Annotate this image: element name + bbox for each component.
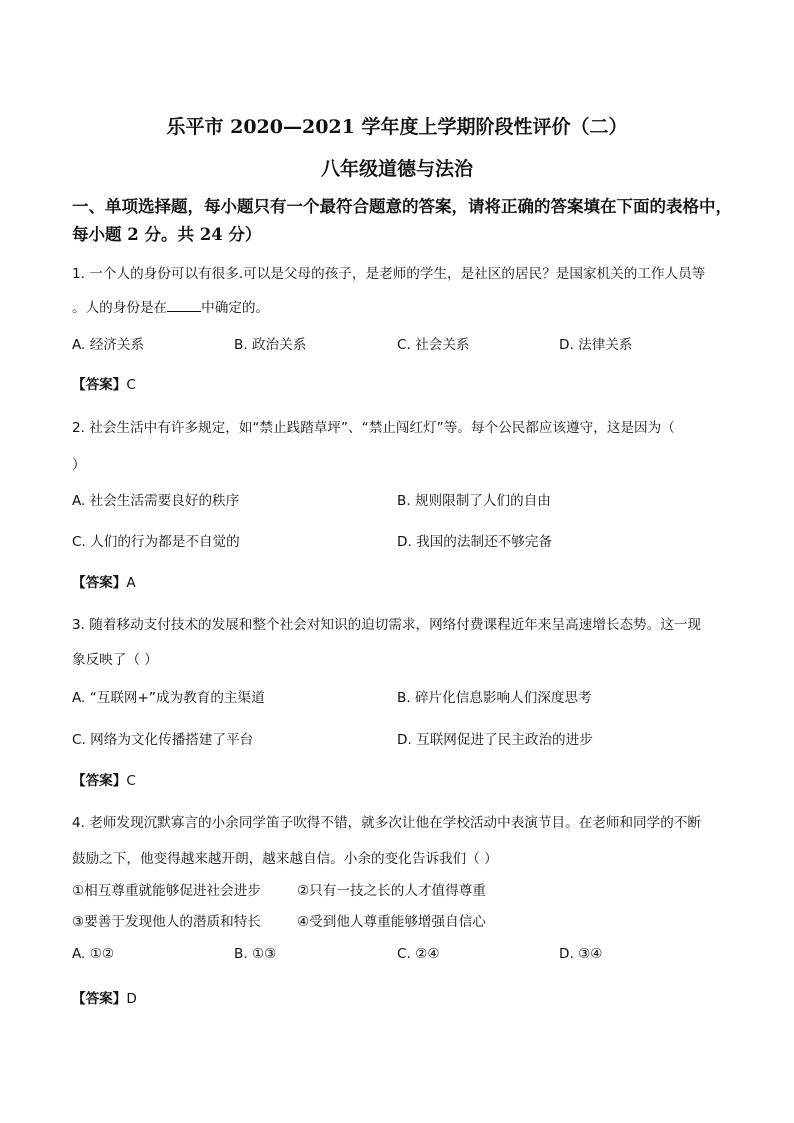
question-3-answer: [72, 769, 136, 789]
question-1-option-d: D. 法律关系: [559, 337, 633, 353]
question-1-answer: [72, 373, 136, 393]
question-2-text-line-2: ）: [72, 457, 86, 473]
question-2-option-d: D. 我国的法制还不够完备: [397, 534, 553, 550]
question-1-option-b: B. 政治关系: [234, 337, 307, 353]
answer-value: C: [126, 377, 136, 393]
question-1-option-a: A. 经济关系: [72, 337, 145, 353]
question-4-answer: [72, 987, 137, 1007]
section-heading-line-2: 每小题 2 分。共 24 分）: [72, 225, 262, 244]
answer-label: 【答案】: [72, 991, 127, 1007]
question-4-statement-2: ②只有一技之长的人才值得尊重: [297, 883, 486, 899]
question-3-option-a: A. “互联网+”成为教育的主渠道: [72, 690, 265, 706]
answer-label: 【答案】: [72, 575, 127, 591]
fill-in-blank: [167, 299, 201, 312]
question-1-option-c: C. 社会关系: [397, 337, 470, 353]
question-1-text-after-blank: 中确定的。: [201, 300, 270, 316]
exam-subtitle: 八年级道德与法治: [320, 158, 473, 180]
question-4-statement-3: ③要善于发现他人的潜质和特长: [72, 914, 261, 930]
question-4-text-line-2: 鼓励之下，他变得越来越开朗，越来越自信。小余的变化告诉我们（ ）: [72, 851, 498, 867]
question-4-statement-4: ④受到他人尊重能够增强自信心: [297, 914, 486, 930]
exam-title: 乐平市 2020—2021 学年度上学期阶段性评价（二）: [166, 116, 628, 138]
question-1-text-line-1: 1. 一个人的身份可以有很多.可以是父母的孩子，是老师的学生，是社区的居民？是国家机关的工作人员等: [72, 266, 706, 282]
question-2-answer: [72, 571, 136, 591]
question-2-option-a: A. 社会生活需要良好的秩序: [72, 493, 240, 509]
question-2-text-line-1: 2. 社会生活中有许多规定，如“禁止践踏草坪”、“禁止闯红灯”等。每个公民都应该遵守，这是因为（: [72, 420, 675, 436]
answer-label: 【答案】: [72, 773, 127, 789]
answer-value: A: [126, 575, 136, 591]
question-4-option-c: C. ②④: [397, 946, 440, 962]
question-4-option-d: D. ③④: [559, 946, 603, 962]
answer-value: C: [126, 773, 136, 789]
question-4-statement-1: ①相互尊重就能够促进社会进步: [72, 883, 261, 899]
question-4-option-a: A. ①②: [72, 946, 115, 962]
question-1-text-line-2: [72, 296, 269, 316]
question-3-text-line-2: 象反映了（ ）: [72, 652, 158, 668]
answer-value: D: [126, 991, 137, 1007]
question-2-option-c: C. 人们的行为都是不自觉的: [72, 534, 240, 550]
question-2-option-b: B. 规则限制了人们的自由: [397, 493, 551, 509]
question-3-option-c: C. 网络为文化传播搭建了平台: [72, 732, 254, 748]
question-3-option-d: D. 互联网促进了民主政治的进步: [397, 732, 593, 748]
question-3-option-b: B. 碎片化信息影响人们深度思考: [397, 690, 592, 706]
section-heading-line-1: 一、单项选择题，每小题只有一个最符合题意的答案，请将正确的答案填在下面的表格中，: [72, 197, 732, 216]
question-4-option-b: B. ①③: [234, 946, 277, 962]
question-4-text-line-1: 4. 老师发现沉默寡言的小余同学笛子吹得不错，就多次让他在学校活动中表演节目。在老师和同学的不断: [72, 815, 702, 831]
question-3-text-line-1: 3. 随着移动支付技术的发展和整个社会对知识的迫切需求，网络付费课程近年来呈高速增长态势。这一现: [72, 617, 702, 633]
question-1-text-before-blank: 。人的身份是在: [72, 300, 168, 316]
answer-label: 【答案】: [72, 377, 127, 393]
